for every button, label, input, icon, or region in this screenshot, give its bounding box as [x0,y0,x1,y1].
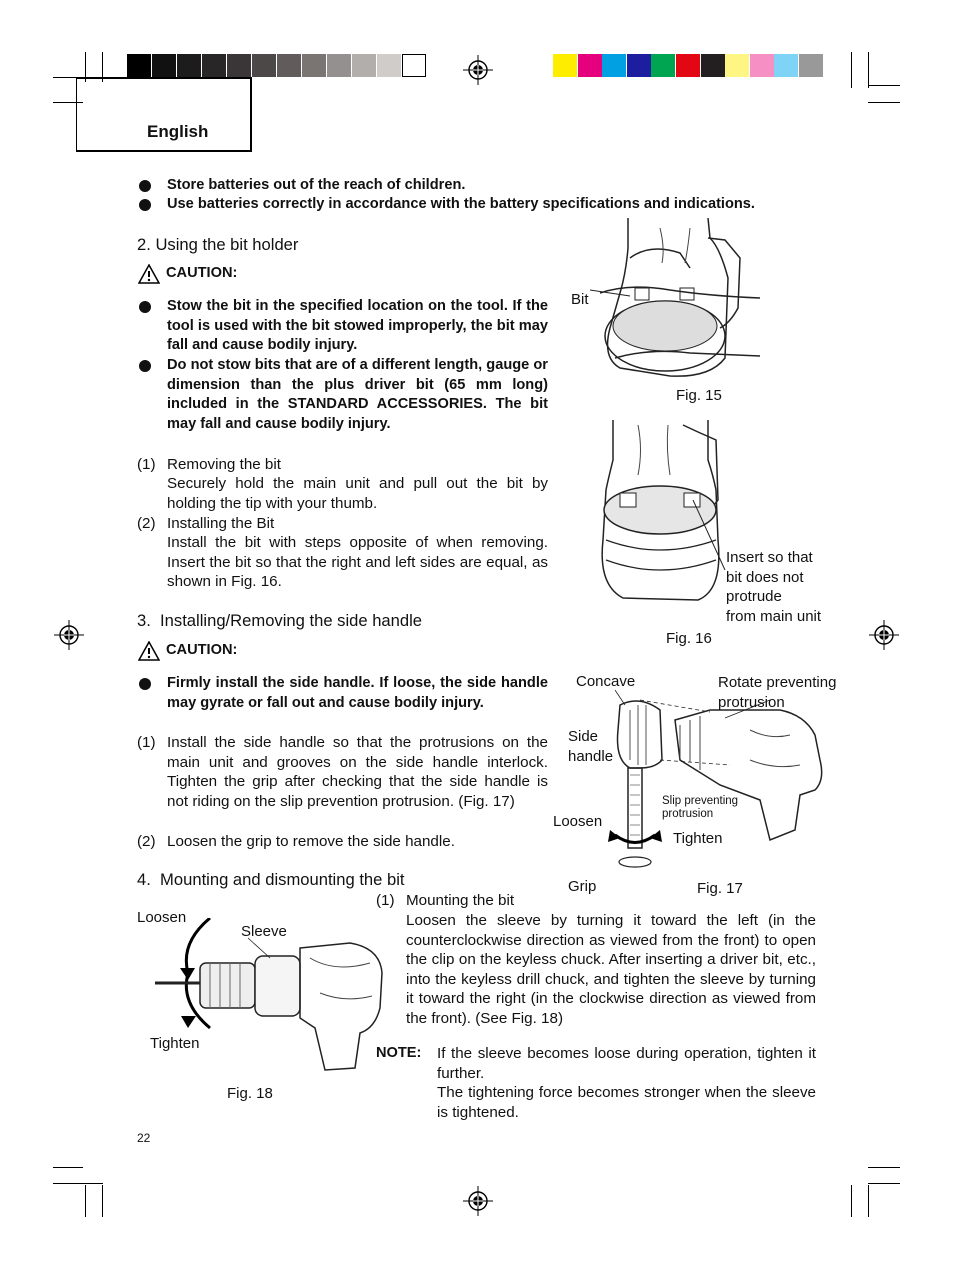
fig17-grip-label: Grip [568,878,597,895]
fig18-caption: Fig. 18 [227,1085,273,1102]
color-swatch [725,54,749,77]
fig16-label-line: protrude [726,588,782,606]
fig16-label [726,548,821,626]
bullet-icon [139,199,151,211]
battery-bullet-2: Use batteries correctly in accordance with the battery specifications and indications. [167,196,755,212]
step-title: Mounting the bit [406,892,515,909]
step-number: (1) [376,892,395,909]
bullet-icon [139,678,151,690]
color-swatch [774,54,798,77]
fig17-rotate-label [718,673,836,712]
caution-header [138,641,237,661]
color-swatch [602,54,626,77]
color-swatch [553,54,577,77]
step-body: Install the bit with steps opposite of when removing. Insert the bit so that the right and left sides are equal, as shown in Fig. 16. [167,534,548,591]
gray-swatch [227,54,251,77]
gray-swatch [277,54,301,77]
step-title: Installing the Bit [167,515,275,532]
caution-header [138,264,237,284]
fig17-side-handle-label [568,727,613,766]
note-label: NOTE: [376,1045,422,1061]
caution-bullet-2: Do not stow bits that are of a different length, gauge or dimension than the plus driver bit (65 mm long) included in the STANDARD ACCESSORIES. The bit may fall and cause bodily injury. [167,357,548,432]
caution-bullet-1: Stow the bit in the specified location on the tool. If the tool is used with the bit stowed improperly, the bit may fall and cause bodily injury. [167,298,548,354]
color-swatch [627,54,651,77]
fig17-caption: Fig. 17 [697,880,743,897]
step-body: Install the side handle so that the protrusions on the main unit and grooves on the side handle interlock. Tighten the grip after checking that the side handle is not riding on the slip prevention protrusion. (Fig. 17) [167,734,548,810]
warning-icon [138,641,160,661]
caution-label: CAUTION: [166,642,238,659]
fig17-side-handle-line: Side [568,728,599,745]
registration-mark-right [869,620,899,650]
gray-swatch [377,54,401,77]
registration-mark-top [463,55,493,85]
color-swatch [701,54,725,77]
gray-swatch [402,54,426,77]
fig15-illustration [590,218,760,383]
fig16-label-line: Insert so that [726,549,813,566]
note-line: If the sleeve becomes loose during operation, tighten it further. [437,1045,816,1082]
warning-icon [138,264,160,284]
gray-swatch [352,54,376,77]
color-swatch [578,54,602,77]
fig18-sleeve-label: Sleeve [241,923,287,940]
gray-swatch [177,54,201,77]
bullet-icon [139,301,151,313]
fig17-concave-label: Concave [576,673,636,690]
fig17-rotate-line: protrusion [718,693,785,711]
language-tab [76,77,252,152]
fig16-illustration [598,420,728,605]
color-swatch [651,54,675,77]
step-number: (1) [137,734,156,751]
gray-swatch [202,54,226,77]
caution-label: CAUTION: [166,265,238,282]
step-body: Securely hold the main unit and pull out the bit by holding the tip with your thumb. [167,475,548,512]
bullet-icon [139,180,151,192]
fig17-loosen-label: Loosen [553,813,603,830]
fig17-tighten-label: Tighten [673,830,723,847]
bullet-icon [139,360,151,372]
fig17-side-handle-line: handle [568,747,614,765]
step-number: (1) [137,456,156,473]
section-2-heading: 2. Using the bit holder [137,235,299,254]
gray-swatch [127,54,151,77]
note-line: The tightening force becomes stronger when the sleeve is tightened. [437,1084,816,1121]
fig18-loosen-label: Loosen [137,909,187,926]
fig15-bit-label: Bit [571,291,589,308]
gray-swatch [302,54,326,77]
fig18-tighten-label: Tighten [150,1035,200,1052]
step-number: (2) [137,833,156,850]
step-title: Removing the bit [167,456,281,473]
fig17-illustration [600,690,845,885]
gray-swatch [327,54,351,77]
registration-mark-bottom [463,1186,493,1216]
section-4-heading: 4. Mounting and dismounting the bit [137,870,405,889]
page-number: 22 [137,1131,151,1145]
step-number: (2) [137,515,156,532]
color-swatch [750,54,774,77]
gray-swatch [252,54,276,77]
step-body: Loosen the sleeve by turning it toward the left (in the counterclockwise direction as viewed from the front) to open the clip on the keyless chuck. After inserting a driver bit, etc., into the keyless drill chuck, and tighten the sleeve by turning it toward the right (in the clockwise direction as viewed from the front). (See Fig. 18) [406,912,816,1027]
step-body: Loosen the grip to remove the side handle. [167,833,455,850]
caution-bullet: Firmly install the side handle. If loose, the side handle may gyrate or fall out and cause bodily injury. [167,675,548,711]
fig16-label-line: from main unit [726,607,822,625]
fig17-slip-label [662,795,738,821]
color-swatch [799,54,823,77]
battery-bullet-1: Store batteries out of the reach of children. [167,177,466,193]
fig17-rotate-line: Rotate preventing [718,674,837,691]
fig15-caption: Fig. 15 [676,387,722,404]
registration-mark-left [54,620,84,650]
language-label: English [147,122,209,141]
fig16-label-line: bit does not [726,568,804,586]
color-swatch [676,54,700,77]
section-3-heading: 3. Installing/Removing the side handle [137,611,423,630]
fig17-slip-line: Slip preventing [662,795,739,807]
fig17-slip-line: protrusion [662,808,714,820]
gray-swatch [152,54,176,77]
fig16-caption: Fig. 16 [666,630,712,647]
